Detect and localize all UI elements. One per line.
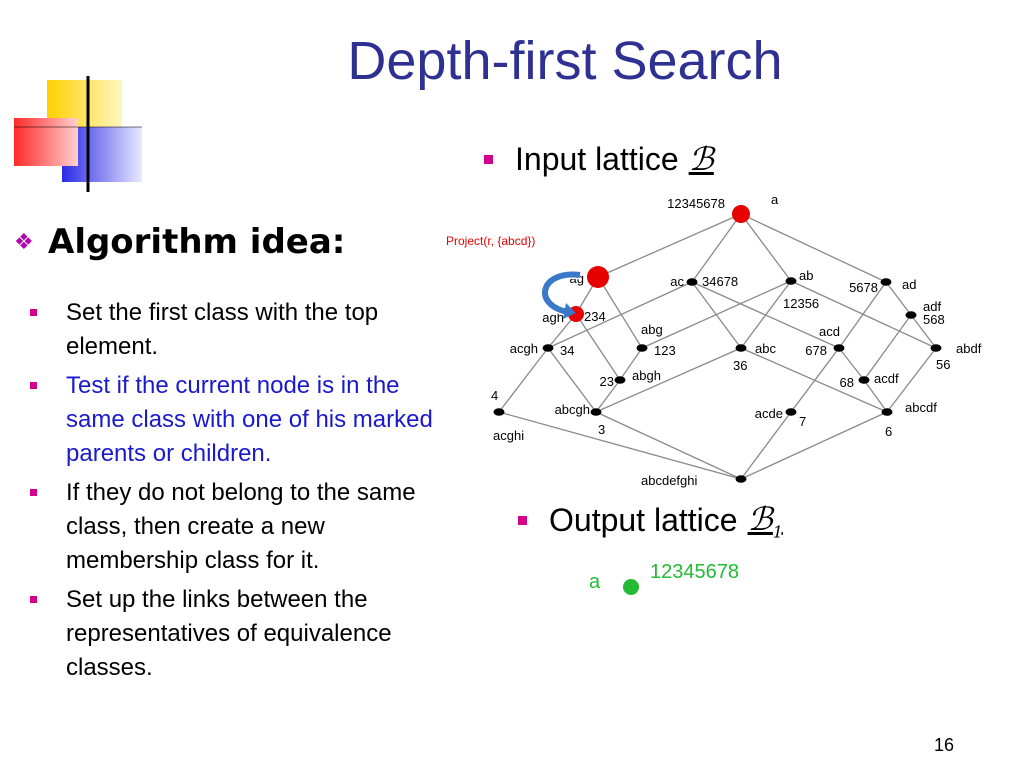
node-dot [736, 475, 747, 483]
node-name-label: ad [902, 277, 917, 292]
lattice-node-abg [637, 322, 676, 358]
project-annotation: Project(r, {abcd}) [446, 234, 536, 248]
output-node-extent: 12345678 [650, 561, 739, 583]
node-name-label: agh [542, 310, 564, 325]
lattice-edge [741, 214, 886, 282]
lattice-node-abc [733, 341, 776, 373]
lattice-edge [741, 412, 887, 479]
node-extent-label: 234 [584, 309, 606, 324]
node-extent-label: 36 [733, 358, 748, 373]
node-extent-label: 4 [491, 388, 499, 403]
step-text: Test if the current node is in the same class with one of his marked parents or children. [66, 372, 433, 467]
algorithm-heading-text: Algorithm idea: [48, 222, 346, 262]
output-lattice-symbol: ℬ$_1$ [747, 500, 783, 542]
node-name-label: a [771, 192, 779, 207]
node-dot [882, 408, 893, 416]
node-dot [494, 408, 505, 416]
node-dot [931, 344, 942, 352]
node-extent-label: 56 [936, 357, 951, 372]
node-dot [587, 266, 609, 288]
output-node-name: a [589, 571, 601, 593]
node-extent-label: 5678 [849, 280, 878, 295]
lattice-edge [598, 214, 741, 277]
input-lattice-label: Input lattice [515, 140, 679, 177]
lattice-node-ac [670, 274, 738, 289]
node-extent-label: 6 [885, 424, 893, 439]
node-extent-label: 568 [923, 312, 945, 327]
lattice-node-adf [906, 299, 945, 327]
node-extent-label: 23 [599, 374, 614, 389]
node-dot [687, 278, 698, 286]
node-dot [786, 277, 797, 285]
node-extent-label: 678 [805, 343, 827, 358]
lattice-node-top [667, 192, 779, 223]
step-text: Set the first class with the top element. [66, 299, 379, 360]
node-name-label: acdf [874, 371, 899, 386]
node-extent-label: 34678 [702, 274, 739, 289]
node-name-label: ag [569, 271, 584, 286]
node-name-label: acd [819, 324, 840, 339]
lattice-symbol: ℬ [688, 140, 714, 178]
node-name-label: acgh [509, 341, 538, 356]
node-extent-label: 68 [839, 375, 854, 390]
node-dot [881, 278, 892, 286]
node-dot [736, 344, 747, 352]
node-dot [834, 344, 845, 352]
node-name-label: abcgh [554, 402, 590, 417]
lattice-node-abdf [931, 341, 982, 372]
step-text: Set up the links between the representatives of equivalence classes. [66, 586, 392, 681]
lattice-node-acghi [491, 388, 524, 443]
lattice-edge [499, 412, 741, 479]
lattice-edge [741, 281, 791, 348]
node-dot [859, 376, 870, 384]
node-extent-label: 3 [598, 422, 606, 437]
step-text: If they do not belong to the same class, then create a new membership class for it. [66, 479, 416, 574]
node-name-label: ab [799, 268, 814, 283]
output-lattice-label: Output lattice [549, 502, 738, 539]
node-extent-label: 34 [560, 343, 575, 358]
node-dot [591, 408, 602, 416]
node-name-label: abcdf [905, 400, 937, 415]
node-name-label: abc [755, 341, 776, 356]
node-dot [543, 344, 554, 352]
diamond-bullet-icon: ❖ [14, 229, 34, 254]
node-name-label: abdf [956, 341, 982, 356]
node-dot [786, 408, 797, 416]
node-name-label: adf [923, 299, 942, 314]
lattice-node-abcdf [882, 400, 938, 439]
slide-title: Depth-first Search [347, 31, 783, 91]
output-lattice-diagram [560, 550, 800, 610]
lattice-node-abcgh [555, 402, 606, 437]
lattice-node-ab [783, 268, 819, 311]
lattice-edge [741, 412, 791, 479]
node-extent-label: 12356 [783, 296, 820, 311]
node-extent-label: 7 [799, 414, 807, 429]
node-name-label: acde [754, 406, 783, 421]
lattice-edge [642, 281, 791, 348]
node-dot [615, 376, 626, 384]
node-extent-label: 123 [654, 343, 676, 358]
node-dot [906, 311, 917, 319]
node-dot [637, 344, 648, 352]
page-number: 16 [934, 735, 955, 755]
output-node [623, 579, 639, 595]
node-name-label: abgh [632, 368, 661, 383]
lattice-node-abgh [600, 368, 661, 389]
node-extent-label: 12345678 [667, 196, 725, 211]
node-name-label: abcdefghi [641, 473, 698, 488]
node-name-label: ac [670, 274, 684, 289]
lattice-edge [499, 348, 548, 412]
lattice-edge [741, 214, 791, 281]
node-name-label: acghi [493, 428, 525, 443]
node-dot [732, 205, 750, 223]
lattice-node-bottom [641, 473, 747, 488]
node-name-label: abg [641, 322, 663, 337]
